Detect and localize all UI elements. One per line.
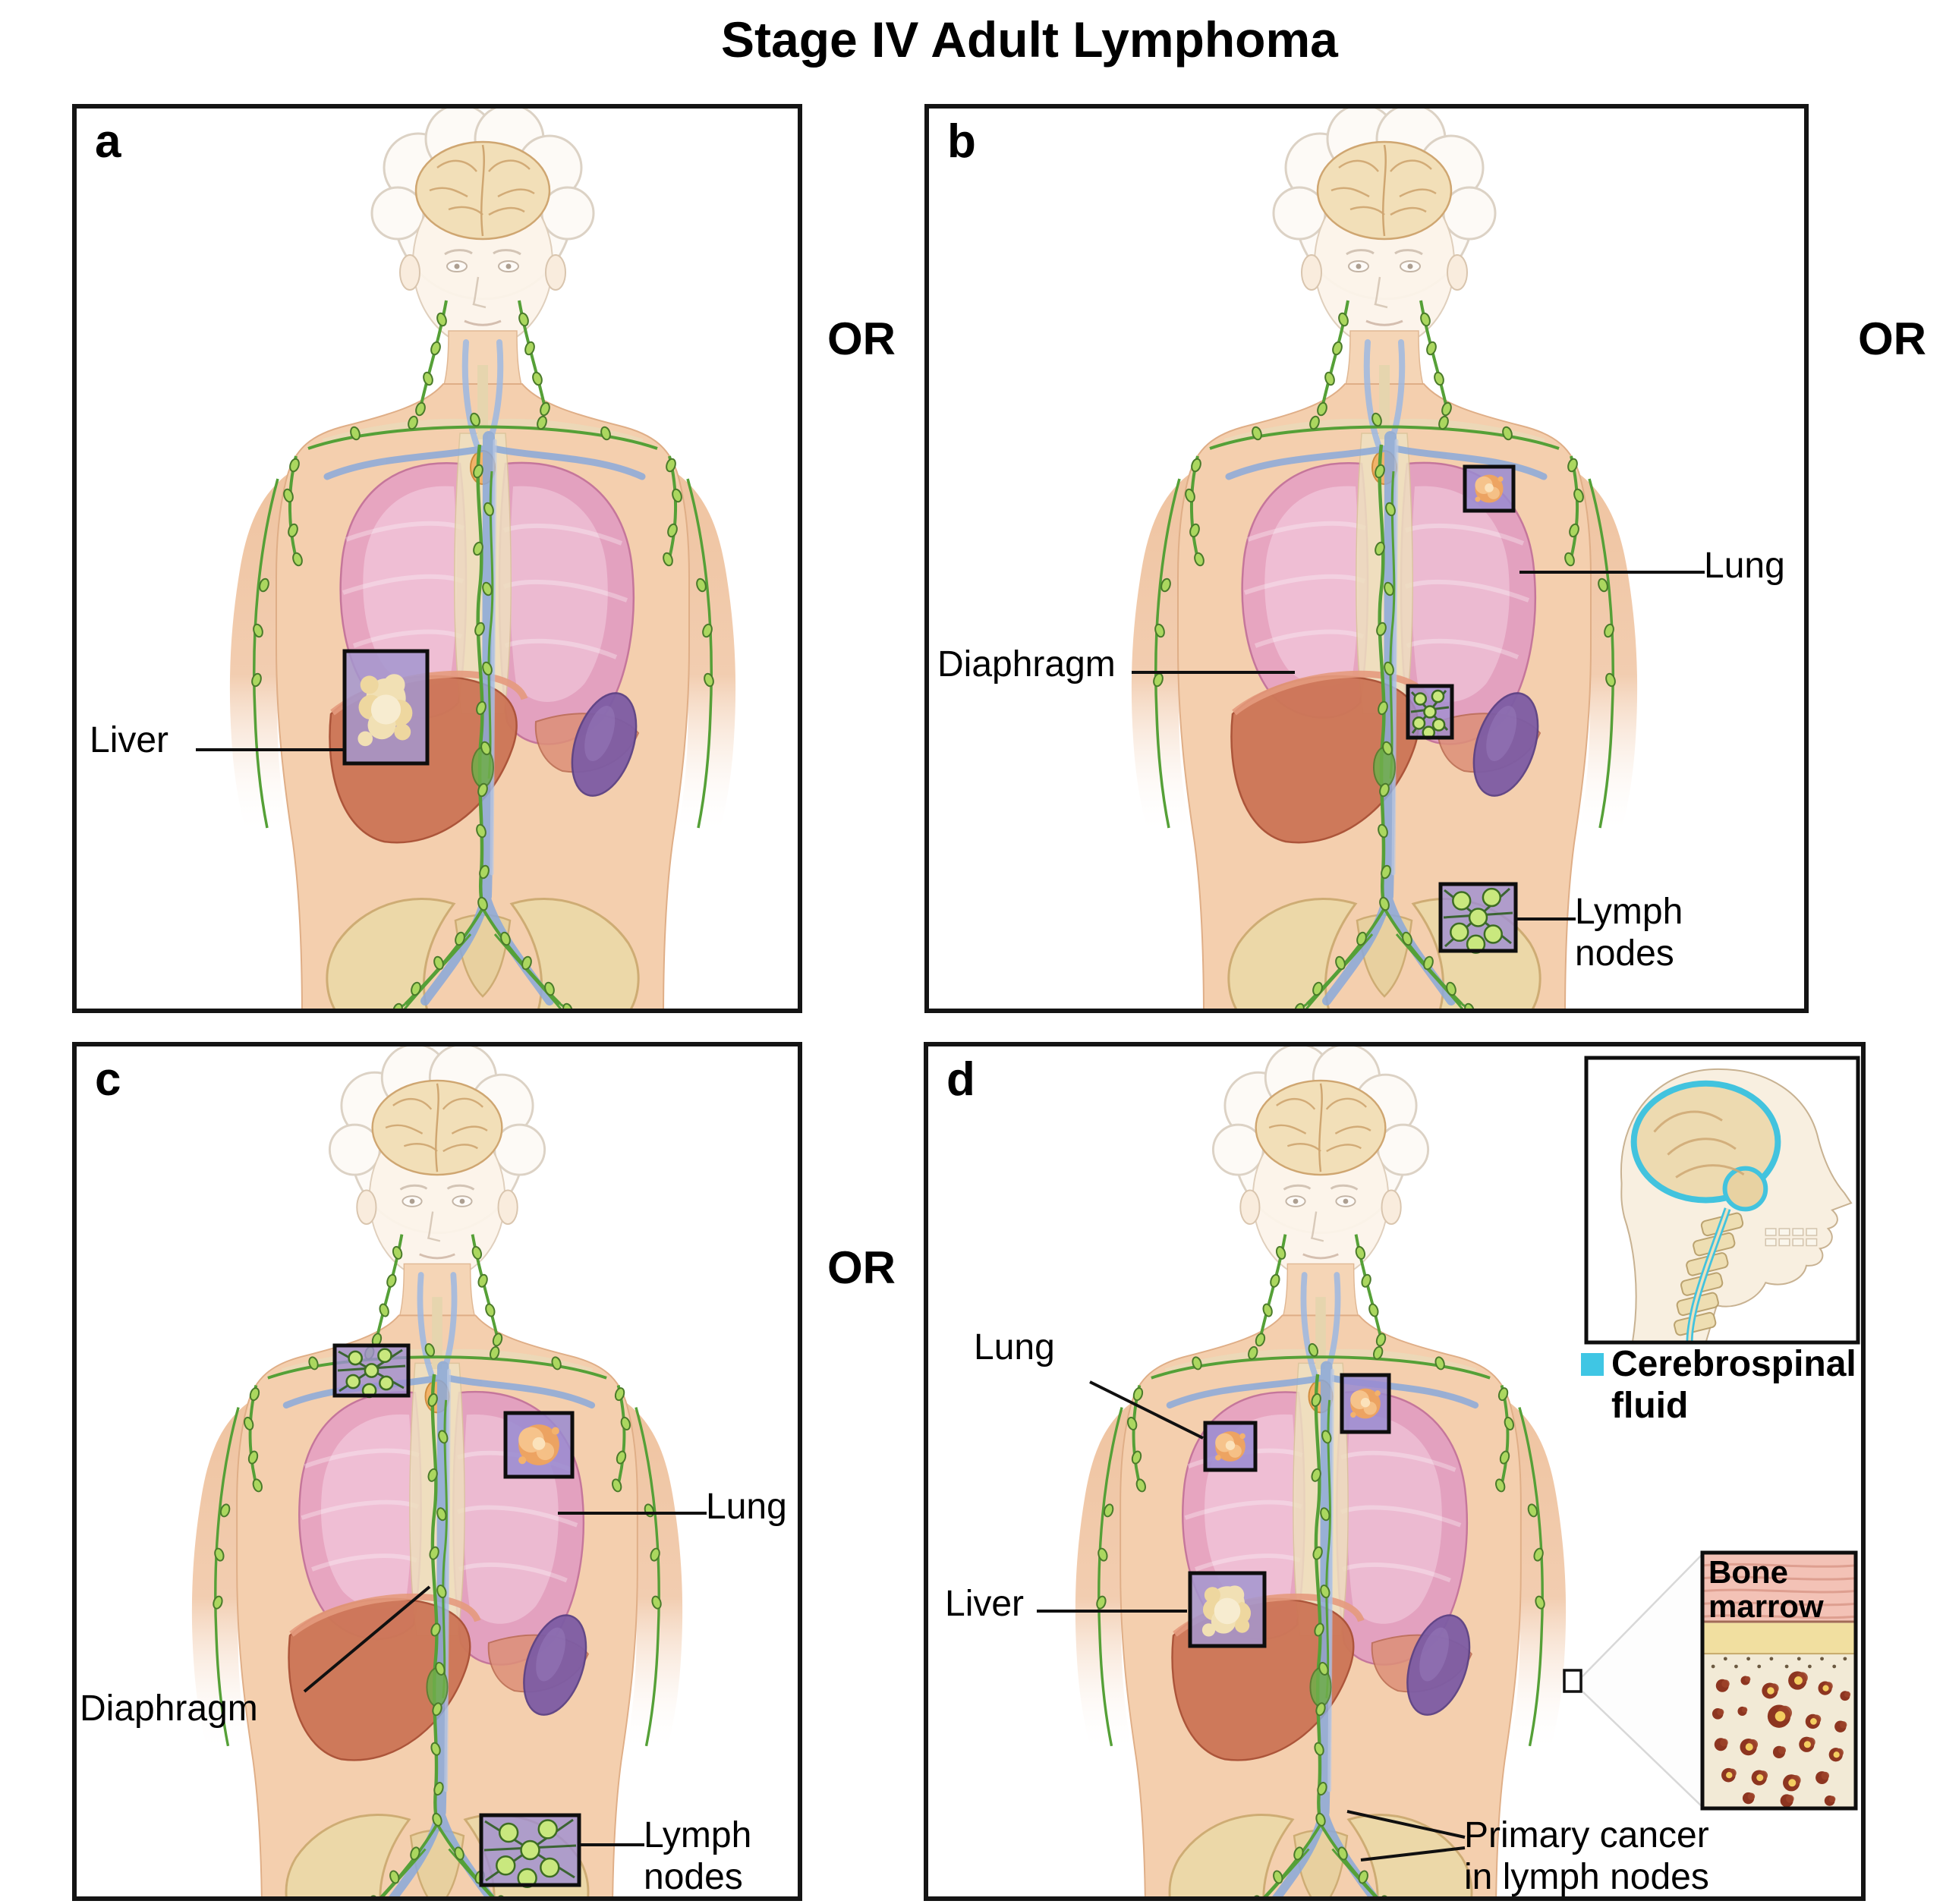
- right-lung-tumor-box: [1342, 1375, 1389, 1432]
- liver-label: Liver: [945, 1584, 1025, 1624]
- diaphragm-label: Diaphragm: [937, 644, 1116, 684]
- liver-tumor-box: [345, 651, 427, 763]
- panel-letter-a: a: [95, 115, 121, 168]
- lung-tumor-box: [1465, 467, 1513, 511]
- figure-title: Stage IV Adult Lymphoma: [721, 11, 1338, 68]
- pelvic-lymph-node-box: [1441, 884, 1516, 953]
- panel-letter-c: c: [95, 1053, 121, 1106]
- pelvic-lymph-node-box: [481, 1815, 579, 1887]
- or-separator: OR: [827, 313, 896, 364]
- body-illustration: [1132, 109, 1637, 1009]
- panel-b: [924, 104, 1809, 1013]
- panel-a: [72, 104, 802, 1013]
- panel-letter-b: b: [947, 115, 976, 168]
- clavicle-lymph-node-box: [335, 1345, 408, 1397]
- cerebrospinal-fluid-swatch-icon: [1581, 1353, 1604, 1376]
- primary-cancer-label: Primary cancer in lymph nodes: [1464, 1815, 1709, 1897]
- lung-label: Lung: [706, 1487, 787, 1527]
- lymph-nodes-label: Lymph nodes: [644, 1815, 752, 1897]
- abdominal-lymph-node-box: [1408, 686, 1452, 738]
- panel-b-illustration: [929, 109, 1804, 1009]
- lung-label: Lung: [1704, 546, 1785, 586]
- panel-c-illustration: [77, 1046, 798, 1896]
- body-illustration: [192, 1046, 682, 1896]
- or-separator: OR: [827, 1242, 896, 1293]
- liver-label: Liver: [90, 720, 169, 760]
- panel-a-illustration: [77, 109, 798, 1009]
- liver-tumor-box: [1190, 1573, 1264, 1646]
- lymph-nodes-label: Lymph nodes: [1575, 892, 1683, 974]
- panel-c: [72, 1042, 802, 1901]
- body-illustration: [230, 109, 735, 1009]
- or-separator: OR: [1858, 313, 1926, 364]
- lung-label: Lung: [974, 1327, 1055, 1367]
- panel-d: [924, 1042, 1866, 1901]
- panel-d-illustration: [928, 1046, 1861, 1896]
- diaphragm-label: Diaphragm: [80, 1688, 258, 1729]
- lung-tumor-box: [505, 1413, 572, 1477]
- panel-letter-d: d: [946, 1053, 975, 1106]
- bone-marrow-label: Bone marrow: [1708, 1554, 1824, 1625]
- left-lung-tumor-box: [1205, 1423, 1255, 1470]
- cerebrospinal-fluid-legend: [1581, 1344, 1862, 1427]
- cerebrospinal-fluid-inset: [1586, 1058, 1858, 1342]
- body-illustration: [1075, 1046, 1566, 1896]
- zoom-source-square: [1564, 1670, 1581, 1692]
- zoom-wedge: [1582, 1554, 1702, 1807]
- cerebrospinal-fluid-label: Cerebrospinal fluid: [1611, 1344, 1856, 1426]
